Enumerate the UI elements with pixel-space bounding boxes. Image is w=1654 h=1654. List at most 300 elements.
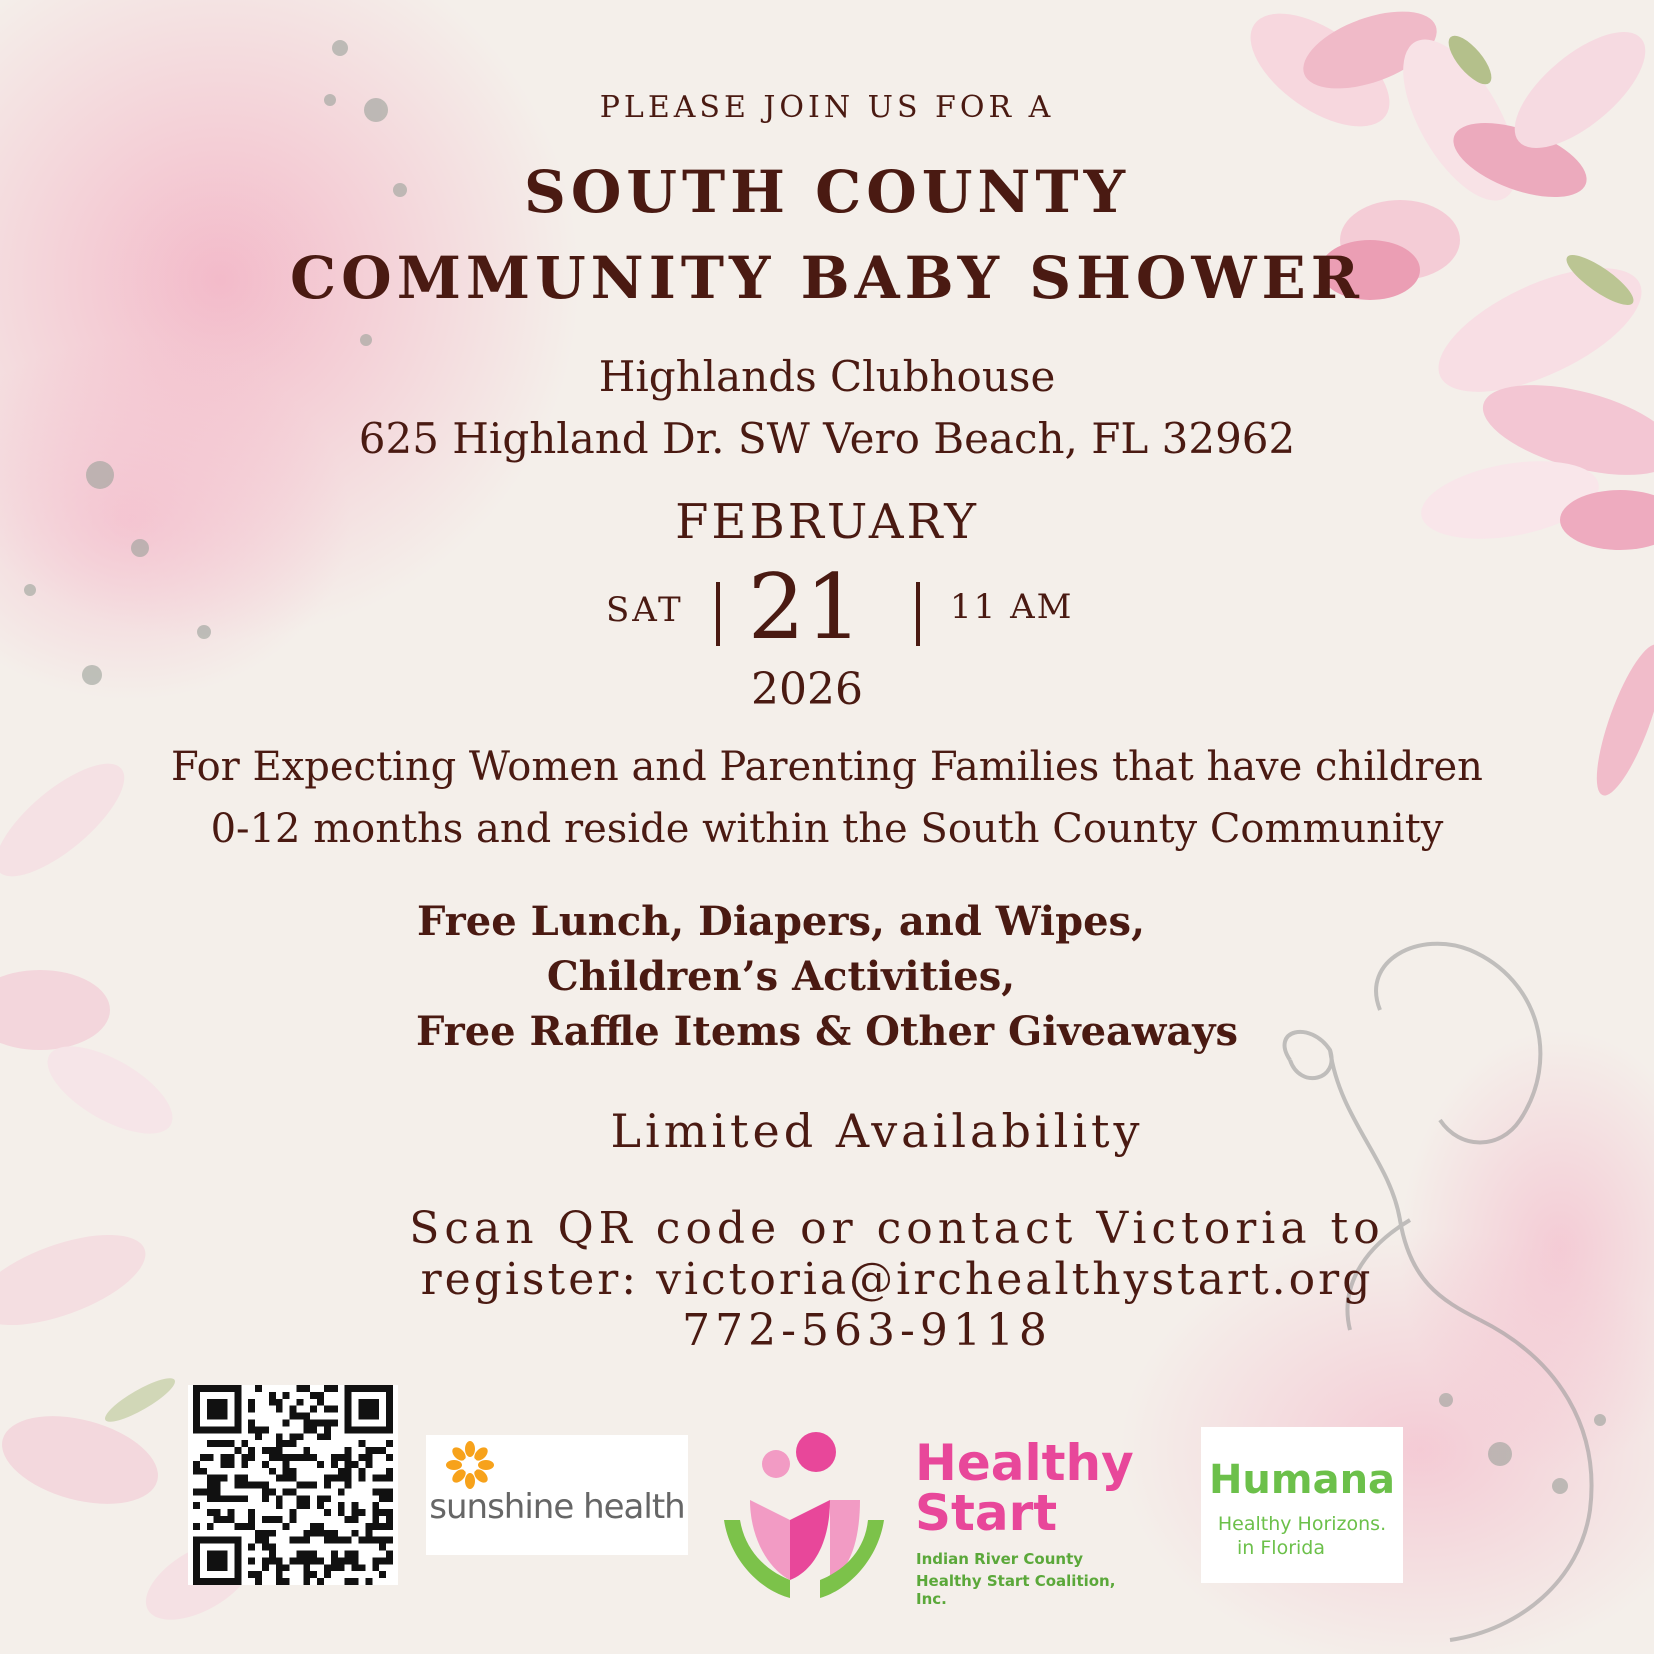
qr-module: [255, 1537, 262, 1544]
qr-module: [276, 1495, 283, 1502]
qr-module: [221, 1495, 228, 1502]
qr-module: [214, 1509, 221, 1516]
qr-module: [207, 1488, 214, 1495]
qr-module: [386, 1440, 393, 1447]
qr-module: [379, 1523, 386, 1530]
qr-module: [379, 1488, 386, 1495]
qr-module: [338, 1488, 345, 1495]
qr-module: [317, 1392, 324, 1399]
qr-module: [317, 1461, 324, 1468]
qr-module: [296, 1557, 303, 1564]
healthy-start-subtitle-2: Healthy Start Coalition, Inc.: [916, 1572, 1116, 1608]
qr-module: [255, 1433, 262, 1440]
qr-module: [338, 1557, 345, 1564]
qr-module: [345, 1475, 352, 1482]
qr-module: [296, 1537, 303, 1544]
sunshine-health-name: sunshine health: [429, 1487, 685, 1527]
qr-module: [379, 1509, 386, 1516]
qr-module: [310, 1551, 317, 1558]
qr-module: [386, 1468, 393, 1475]
qr-module: [317, 1530, 324, 1537]
qr-module: [227, 1454, 234, 1461]
qr-module: [386, 1557, 393, 1564]
qr-module: [214, 1482, 221, 1489]
qr-module: [331, 1537, 338, 1544]
tulip-family-icon: [720, 1430, 900, 1600]
qr-module: [290, 1475, 297, 1482]
qr-module: [310, 1557, 317, 1564]
qr-module: [276, 1447, 283, 1454]
qr-module: [262, 1544, 269, 1551]
qr-module: [359, 1509, 366, 1516]
qr-module: [241, 1482, 248, 1489]
qr-module: [269, 1544, 276, 1551]
qr-module: [372, 1523, 379, 1530]
qr-module: [372, 1557, 379, 1564]
qr-module: [324, 1571, 331, 1578]
qr-module: [200, 1488, 207, 1495]
qr-module: [324, 1419, 331, 1426]
qr-module: [234, 1475, 241, 1482]
qr-module: [345, 1551, 352, 1558]
qr-module: [372, 1447, 379, 1454]
qr-module: [324, 1509, 331, 1516]
qr-module: [296, 1502, 303, 1509]
qr-module: [331, 1530, 338, 1537]
qr-module: [303, 1454, 310, 1461]
qr-module: [227, 1509, 234, 1516]
qr-module: [248, 1426, 255, 1433]
registration-qr-code[interactable]: [188, 1385, 398, 1585]
qr-module: [310, 1392, 317, 1399]
qr-module: [372, 1475, 379, 1482]
qr-module: [379, 1557, 386, 1564]
qr-module: [352, 1551, 359, 1558]
qr-module: [262, 1447, 269, 1454]
qr-module: [379, 1537, 386, 1544]
qr-module: [317, 1399, 324, 1406]
qr-module: [317, 1557, 324, 1564]
qr-module: [207, 1509, 214, 1516]
qr-module: [331, 1454, 338, 1461]
qr-module: [269, 1399, 276, 1406]
qr-module: [317, 1523, 324, 1530]
sunshine-health-logo: [426, 1435, 688, 1555]
qr-module: [296, 1399, 303, 1406]
qr-module: [372, 1502, 379, 1509]
qr-module: [379, 1571, 386, 1578]
qr-module: [207, 1551, 228, 1572]
qr-module: [310, 1426, 317, 1433]
qr-module: [221, 1440, 228, 1447]
qr-module: [324, 1426, 331, 1433]
qr-module: [303, 1447, 310, 1454]
qr-module: [290, 1440, 297, 1447]
qr-module: [352, 1502, 359, 1509]
qr-module: [200, 1454, 207, 1461]
qr-module: [241, 1475, 248, 1482]
qr-module: [303, 1385, 310, 1392]
qr-module: [338, 1537, 345, 1544]
venue-name: Highlands Clubhouse: [598, 352, 1056, 401]
qr-module: [317, 1433, 324, 1440]
qr-module: [276, 1571, 283, 1578]
qr-module: [296, 1413, 303, 1420]
qr-module: [207, 1399, 228, 1420]
qr-module: [269, 1392, 276, 1399]
contact-line-1: Scan QR code or contact Victoria to: [409, 1203, 1385, 1254]
qr-module: [255, 1426, 262, 1433]
qr-module: [262, 1426, 269, 1433]
qr-module: [352, 1516, 359, 1523]
qr-module: [248, 1419, 255, 1426]
contact-phone[interactable]: 772-563-9118: [682, 1305, 1052, 1356]
qr-module: [303, 1495, 310, 1502]
qr-module: [386, 1495, 393, 1502]
qr-module: [255, 1385, 262, 1392]
qr-module: [276, 1578, 283, 1585]
eligibility-line-1: For Expecting Women and Parenting Families that have children: [171, 744, 1483, 790]
qr-module: [283, 1468, 290, 1475]
qr-module: [283, 1454, 290, 1461]
qr-module: [290, 1488, 297, 1495]
qr-module: [283, 1564, 290, 1571]
qr-module: [248, 1571, 255, 1578]
qr-module: [262, 1495, 269, 1502]
healthy-start-logo: [720, 1430, 1140, 1610]
qr-module: [345, 1537, 352, 1544]
qr-module: [352, 1509, 359, 1516]
qr-module: [269, 1557, 276, 1564]
qr-module: [283, 1461, 290, 1468]
qr-module: [359, 1454, 366, 1461]
qr-module: [317, 1495, 324, 1502]
qr-module: [365, 1578, 372, 1585]
qr-module: [345, 1454, 352, 1461]
qr-module: [241, 1495, 248, 1502]
qr-module: [324, 1406, 331, 1413]
qr-module: [248, 1454, 255, 1461]
eligibility-line-2: 0-12 months and reside within the South County Community: [210, 806, 1444, 852]
qr-module: [324, 1482, 331, 1489]
qr-module: [352, 1578, 359, 1585]
qr-module: [338, 1468, 345, 1475]
qr-module: [310, 1571, 317, 1578]
qr-module: [262, 1557, 269, 1564]
qr-module: [303, 1557, 310, 1564]
qr-module: [338, 1502, 345, 1509]
qr-module: [227, 1516, 234, 1523]
qr-module: [214, 1440, 221, 1447]
qr-module: [207, 1454, 214, 1461]
qr-module: [214, 1495, 221, 1502]
event-title-line-2: COMMUNITY BABY SHOWER: [290, 244, 1364, 312]
qr-module: [283, 1475, 290, 1482]
qr-module: [269, 1447, 276, 1454]
qr-module: [372, 1509, 379, 1516]
qr-module: [303, 1502, 310, 1509]
contact-email-line[interactable]: register: victoria@irchealthystart.org: [420, 1254, 1374, 1305]
qr-module: [324, 1495, 331, 1502]
qr-module: [290, 1413, 297, 1420]
qr-module: [269, 1551, 276, 1558]
qr-module: [276, 1502, 283, 1509]
qr-module: [317, 1578, 324, 1585]
qr-module: [338, 1454, 345, 1461]
qr-module: [276, 1399, 283, 1406]
qr-module: [365, 1523, 372, 1530]
qr-module: [276, 1516, 283, 1523]
qr-module: [359, 1399, 380, 1420]
qr-module: [269, 1530, 276, 1537]
qr-module: [248, 1447, 255, 1454]
qr-module: [248, 1509, 255, 1516]
qr-module: [234, 1495, 241, 1502]
qr-module: [262, 1488, 269, 1495]
qr-module: [241, 1523, 248, 1530]
qr-module: [241, 1454, 248, 1461]
qr-module: [262, 1482, 269, 1489]
qr-module: [372, 1516, 379, 1523]
event-title-line-1: SOUTH COUNTY: [524, 158, 1130, 226]
qr-module: [345, 1578, 352, 1585]
event-time: 11 AM: [950, 587, 1074, 627]
qr-module: [262, 1564, 269, 1571]
event-month: FEBRUARY: [675, 494, 979, 550]
qr-module: [331, 1419, 338, 1426]
qr-module: [283, 1392, 290, 1399]
qr-module: [359, 1564, 366, 1571]
qr-module: [365, 1454, 372, 1461]
qr-module: [193, 1488, 200, 1495]
qr-module: [276, 1433, 283, 1440]
qr-module: [345, 1461, 352, 1468]
qr-module: [269, 1488, 276, 1495]
qr-module: [317, 1419, 324, 1426]
qr-module: [193, 1461, 200, 1468]
qr-module: [255, 1530, 262, 1537]
qr-module: [241, 1440, 248, 1447]
qr-module: [310, 1523, 317, 1530]
qr-module: [296, 1551, 303, 1558]
qr-module: [345, 1482, 352, 1489]
qr-module: [262, 1461, 269, 1468]
healthy-start-word-1: Healthy: [915, 1434, 1134, 1492]
qr-module: [283, 1578, 290, 1585]
qr-module: [303, 1482, 310, 1489]
qr-module: [221, 1454, 228, 1461]
qr-module: [331, 1385, 338, 1392]
qr-module: [276, 1475, 283, 1482]
qr-module: [283, 1419, 290, 1426]
qr-module: [338, 1564, 345, 1571]
qr-module: [352, 1557, 359, 1564]
qr-module: [338, 1475, 345, 1482]
qr-module: [310, 1419, 317, 1426]
qr-module: [345, 1447, 352, 1454]
qr-module: [207, 1482, 214, 1489]
qr-module: [345, 1468, 352, 1475]
qr-module: [296, 1433, 303, 1440]
event-year: 2026: [751, 664, 863, 715]
humana-subtitle-1: Healthy Horizons.: [1217, 1513, 1387, 1535]
qr-module: [248, 1516, 255, 1523]
date-separator: [916, 582, 920, 646]
qr-module: [359, 1537, 366, 1544]
qr-module: [386, 1523, 393, 1530]
qr-module: [303, 1537, 310, 1544]
qr-module: [248, 1523, 255, 1530]
qr-module: [324, 1564, 331, 1571]
qr-module: [276, 1564, 283, 1571]
qr-module: [372, 1564, 379, 1571]
qr-module: [303, 1578, 310, 1585]
qr-module: [248, 1406, 255, 1413]
perk-item: Children’s Activities,: [546, 953, 1016, 1000]
qr-module: [345, 1557, 352, 1564]
qr-module: [379, 1447, 386, 1454]
qr-module: [290, 1557, 297, 1564]
qr-module: [200, 1468, 207, 1475]
qr-module: [386, 1551, 393, 1558]
qr-module: [290, 1537, 297, 1544]
qr-module: [255, 1571, 262, 1578]
qr-module: [283, 1523, 290, 1530]
qr-module: [269, 1516, 276, 1523]
qr-module: [283, 1440, 290, 1447]
qr-module: [331, 1406, 338, 1413]
qr-module: [207, 1495, 214, 1502]
healthy-start-word-2: Start: [915, 1484, 1058, 1542]
qr-module: [248, 1544, 255, 1551]
qr-module: [296, 1385, 303, 1392]
humana-name: Humana: [1208, 1457, 1396, 1503]
qr-module: [193, 1523, 200, 1530]
perk-item: Free Lunch, Diapers, and Wipes,: [416, 898, 1145, 945]
qr-module: [372, 1537, 379, 1544]
qr-module: [193, 1502, 200, 1509]
qr-module: [386, 1454, 393, 1461]
qr-module: [276, 1440, 283, 1447]
healthy-start-subtitle-1: Indian River County: [916, 1550, 1084, 1568]
humana-logo: [1201, 1427, 1403, 1583]
qr-module: [269, 1468, 276, 1475]
qr-module: [352, 1564, 359, 1571]
qr-module: [386, 1488, 393, 1495]
qr-module: [193, 1468, 200, 1475]
qr-module: [324, 1537, 331, 1544]
qr-module: [290, 1406, 297, 1413]
qr-module: [386, 1537, 393, 1544]
qr-module: [372, 1488, 379, 1495]
qr-module: [331, 1461, 338, 1468]
qr-module: [303, 1564, 310, 1571]
sunflower-icon: [446, 1441, 494, 1489]
availability-note: Limited Availability: [610, 1104, 1144, 1158]
qr-module: [234, 1482, 241, 1489]
qr-module: [331, 1551, 338, 1558]
qr-module: [352, 1530, 359, 1537]
qr-module: [255, 1482, 262, 1489]
qr-module: [207, 1440, 214, 1447]
qr-module: [331, 1557, 338, 1564]
qr-module: [310, 1530, 317, 1537]
qr-module: [324, 1475, 331, 1482]
qr-module: [214, 1475, 221, 1482]
qr-module: [379, 1544, 386, 1551]
qr-module: [234, 1523, 241, 1530]
qr-module: [303, 1571, 310, 1578]
qr-module: [290, 1509, 297, 1516]
qr-module: [234, 1447, 241, 1454]
qr-module: [324, 1385, 331, 1392]
qr-module: [214, 1516, 221, 1523]
qr-module: [331, 1475, 338, 1482]
qr-module: [386, 1509, 393, 1516]
qr-module: [248, 1482, 255, 1489]
qr-module: [207, 1475, 214, 1482]
qr-module: [359, 1468, 366, 1475]
qr-module: [221, 1475, 228, 1482]
qr-module: [324, 1433, 331, 1440]
qr-module: [296, 1454, 303, 1461]
qr-module: [221, 1516, 228, 1523]
invite-line: PLEASE JOIN US FOR A: [599, 90, 1055, 125]
qr-module: [310, 1482, 317, 1489]
qr-module: [248, 1557, 255, 1564]
qr-module: [303, 1426, 310, 1433]
qr-module: [386, 1516, 393, 1523]
qr-module: [338, 1509, 345, 1516]
qr-module: [276, 1454, 283, 1461]
qr-module: [227, 1461, 234, 1468]
qr-module: [303, 1419, 310, 1426]
qr-module: [365, 1530, 372, 1537]
qr-module: [324, 1530, 331, 1537]
qr-module: [207, 1523, 214, 1530]
qr-module: [290, 1468, 297, 1475]
qr-module: [290, 1454, 297, 1461]
qr-module: [352, 1461, 359, 1468]
qr-module: [276, 1557, 283, 1564]
qr-module: [359, 1440, 366, 1447]
perk-item: Free Raffle Items & Other Giveaways: [415, 1008, 1239, 1055]
qr-module: [214, 1488, 221, 1495]
qr-module: [255, 1578, 262, 1585]
venue-address: 625 Highland Dr. SW Vero Beach, FL 32962: [358, 414, 1296, 463]
qr-module: [303, 1551, 310, 1558]
qr-module: [379, 1495, 386, 1502]
qr-module: [221, 1461, 228, 1468]
qr-module: [269, 1454, 276, 1461]
qr-module: [379, 1475, 386, 1482]
qr-module: [310, 1454, 317, 1461]
qr-module: [290, 1516, 297, 1523]
qr-module: [283, 1488, 290, 1495]
qr-module: [345, 1516, 352, 1523]
qr-module: [365, 1537, 372, 1544]
qr-module: [365, 1461, 372, 1468]
qr-module: [296, 1495, 303, 1502]
qr-module: [227, 1495, 234, 1502]
qr-module: [248, 1399, 255, 1406]
qr-module: [303, 1413, 310, 1420]
qr-module: [359, 1475, 366, 1482]
qr-module: [262, 1516, 269, 1523]
qr-module: [331, 1564, 338, 1571]
humana-subtitle-2: in Florida: [1237, 1537, 1325, 1559]
qr-module: [227, 1440, 234, 1447]
